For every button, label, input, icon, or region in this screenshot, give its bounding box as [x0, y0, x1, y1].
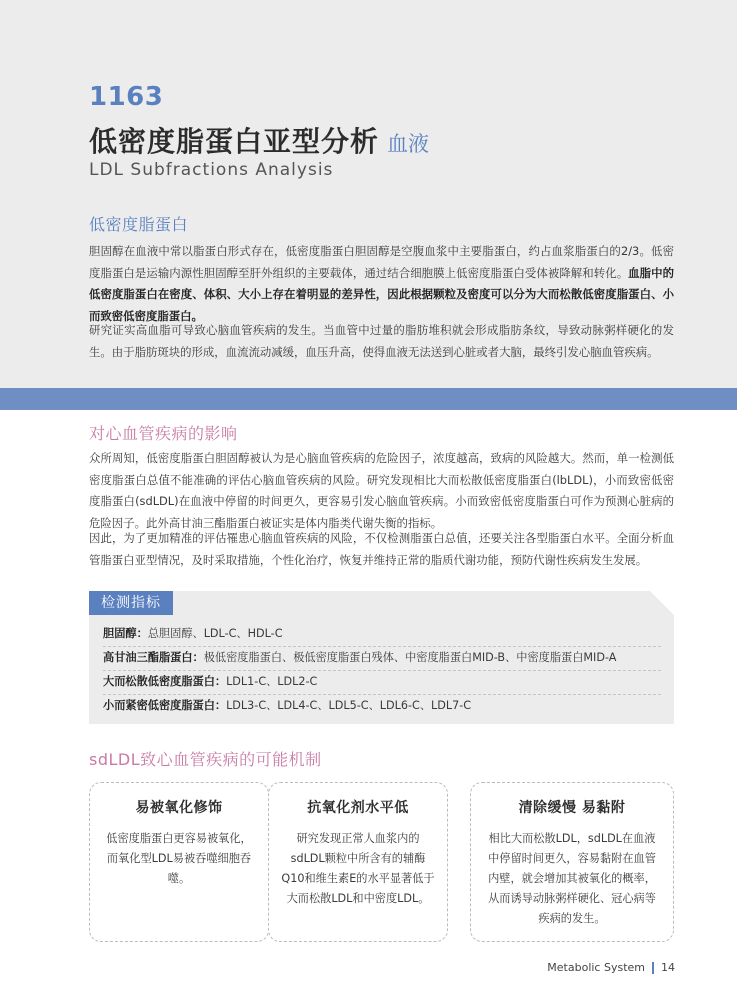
title-row: [89, 120, 429, 160]
indicator-value: 极低密度脂蛋白、极低密度脂蛋白残体、中密度脂蛋白MID-B、中密度脂蛋白MID-A: [203, 651, 617, 664]
mechanism-card-body: 研究发现正常人血浆内的sdLDL颗粒中所含有的辅酶Q10和维生素E的水平显著低于大而松散LDL和中密度LDL。: [281, 832, 435, 905]
page-footer: [547, 961, 675, 974]
indicators-list: [103, 623, 661, 719]
mechanism-card-title: 抗氧化剂水平低: [307, 800, 409, 816]
corner-fold: [650, 591, 674, 615]
page-title: 低密度脂蛋白亚型分析: [89, 125, 380, 158]
ldl-paragraph-2: 研究证实高血脂可导致心脑血管疾病的发生。当血管中过量的脂肪堆积就会形成脂肪条纹，导致动脉粥样硬化的发生。由于脂肪斑块的形成，血流流动减缓，血压升高，使得血液无法送到心脏或者大脑，最终引发心脑血管疾病。: [89, 323, 674, 359]
indicators-heading: 检测指标: [89, 591, 173, 615]
indicator-row: [103, 623, 661, 647]
mechanism-card-body: 低密度脂蛋白更容易被氧化，而氧化型LDL易被吞噬细胞吞噬。: [106, 832, 252, 885]
ldl-paragraph-1-bold: 血脂中的低密度脂蛋白在密度、体积、大小上存在着明显的差异性，因此根据颗粒及密度可以分为大而松散低密度脂蛋白、小而致密低密度脂蛋白。: [89, 265, 674, 323]
footer-series: Metabolic System: [547, 961, 645, 974]
section-heading-ldl: 低密度脂蛋白: [89, 215, 189, 234]
page-subtitle: LDL Subfractions Analysis: [89, 160, 334, 180]
indicator-value: LDL3-C、LDL4-C、LDL5-C、LDL6-C、LDL7-C: [226, 699, 472, 712]
indicator-value: 总胆固醇、LDL-C、HDL-C: [147, 627, 283, 640]
sample-type-tag: 血液: [387, 132, 430, 156]
mechanism-card-title: 清除缓慢 易黏附: [518, 800, 626, 816]
page-number: 14: [661, 961, 675, 974]
cardio-paragraph-1: 众所周知，低密度脂蛋白胆固醇被认为是心脑血管疾病的危险因子，浓度越高，致病的风险越大。然而，单一检测低密度脂蛋白总值不能准确的评估心脑血管疾病的风险。研究发现相比大而松散低密度脂蛋白(lbLDL)，小而致密低密度脂蛋白(sdLDL)在血液中停留的时间更久，更容易引发心脑血管疾病。小而致密低密度脂蛋白可作为预测心脏病的危险因子。此外高甘油三酯脂蛋白被证实是体内脂类代谢失衡的指标。: [89, 451, 674, 530]
mechanism-card-clearance: [470, 782, 674, 942]
indicator-value: LDL1-C、LDL2-C: [226, 675, 318, 688]
indicator-row: [103, 671, 661, 695]
indicator-row: [103, 647, 661, 671]
section-heading-mechanism: sdLDL致心血管疾病的可能机制: [89, 750, 322, 769]
mechanism-card-oxidation: [89, 782, 269, 942]
indicator-label: 胆固醇：: [103, 627, 148, 640]
footer-separator: [652, 962, 654, 974]
indicator-label: 高甘油三酯脂蛋白：: [103, 651, 204, 664]
test-code: 1163: [89, 82, 164, 112]
ldl-paragraph-1-text: 胆固醇在血液中常以脂蛋白形式存在，低密度脂蛋白胆固醇是空腹血浆中主要脂蛋白，约占血浆脂蛋白的2/3。低密度脂蛋白是运输内源性胆固醇至肝外组织的主要载体，通过结合细胞膜上低密度脂蛋白受体被降解和转化。: [89, 244, 674, 280]
divider-bar: [0, 388, 737, 410]
section-heading-cardio: 对心血管疾病的影响: [89, 424, 238, 443]
indicator-row: [103, 695, 661, 719]
mechanism-card-title: 易被氧化修饰: [135, 800, 223, 816]
mechanism-card-antioxidant: [268, 782, 448, 942]
ldl-paragraph-1: [89, 241, 674, 327]
mechanism-card-body: 相比大而松散LDL，sdLDL在血液中停留时间更久，容易黏附在血管内壁，就会增加其被氧化的概率，从而诱导动脉粥样硬化、冠心病等疾病的发生。: [488, 832, 656, 925]
indicator-label: 大而松散低密度脂蛋白：: [103, 675, 227, 688]
indicators-box: [89, 591, 674, 724]
cardio-paragraph-2: 因此，为了更加精准的评估罹患心脑血管疾病的风险，不仅检测脂蛋白总值，还要关注各型脂蛋白水平。全面分析血管脂蛋白亚型情况，及时采取措施，个性化治疗，恢复并维持正常的脂质代谢功能，预防代谢性疾病发生发展。: [89, 531, 674, 567]
indicator-label: 小而紧密低密度脂蛋白：: [103, 699, 227, 712]
